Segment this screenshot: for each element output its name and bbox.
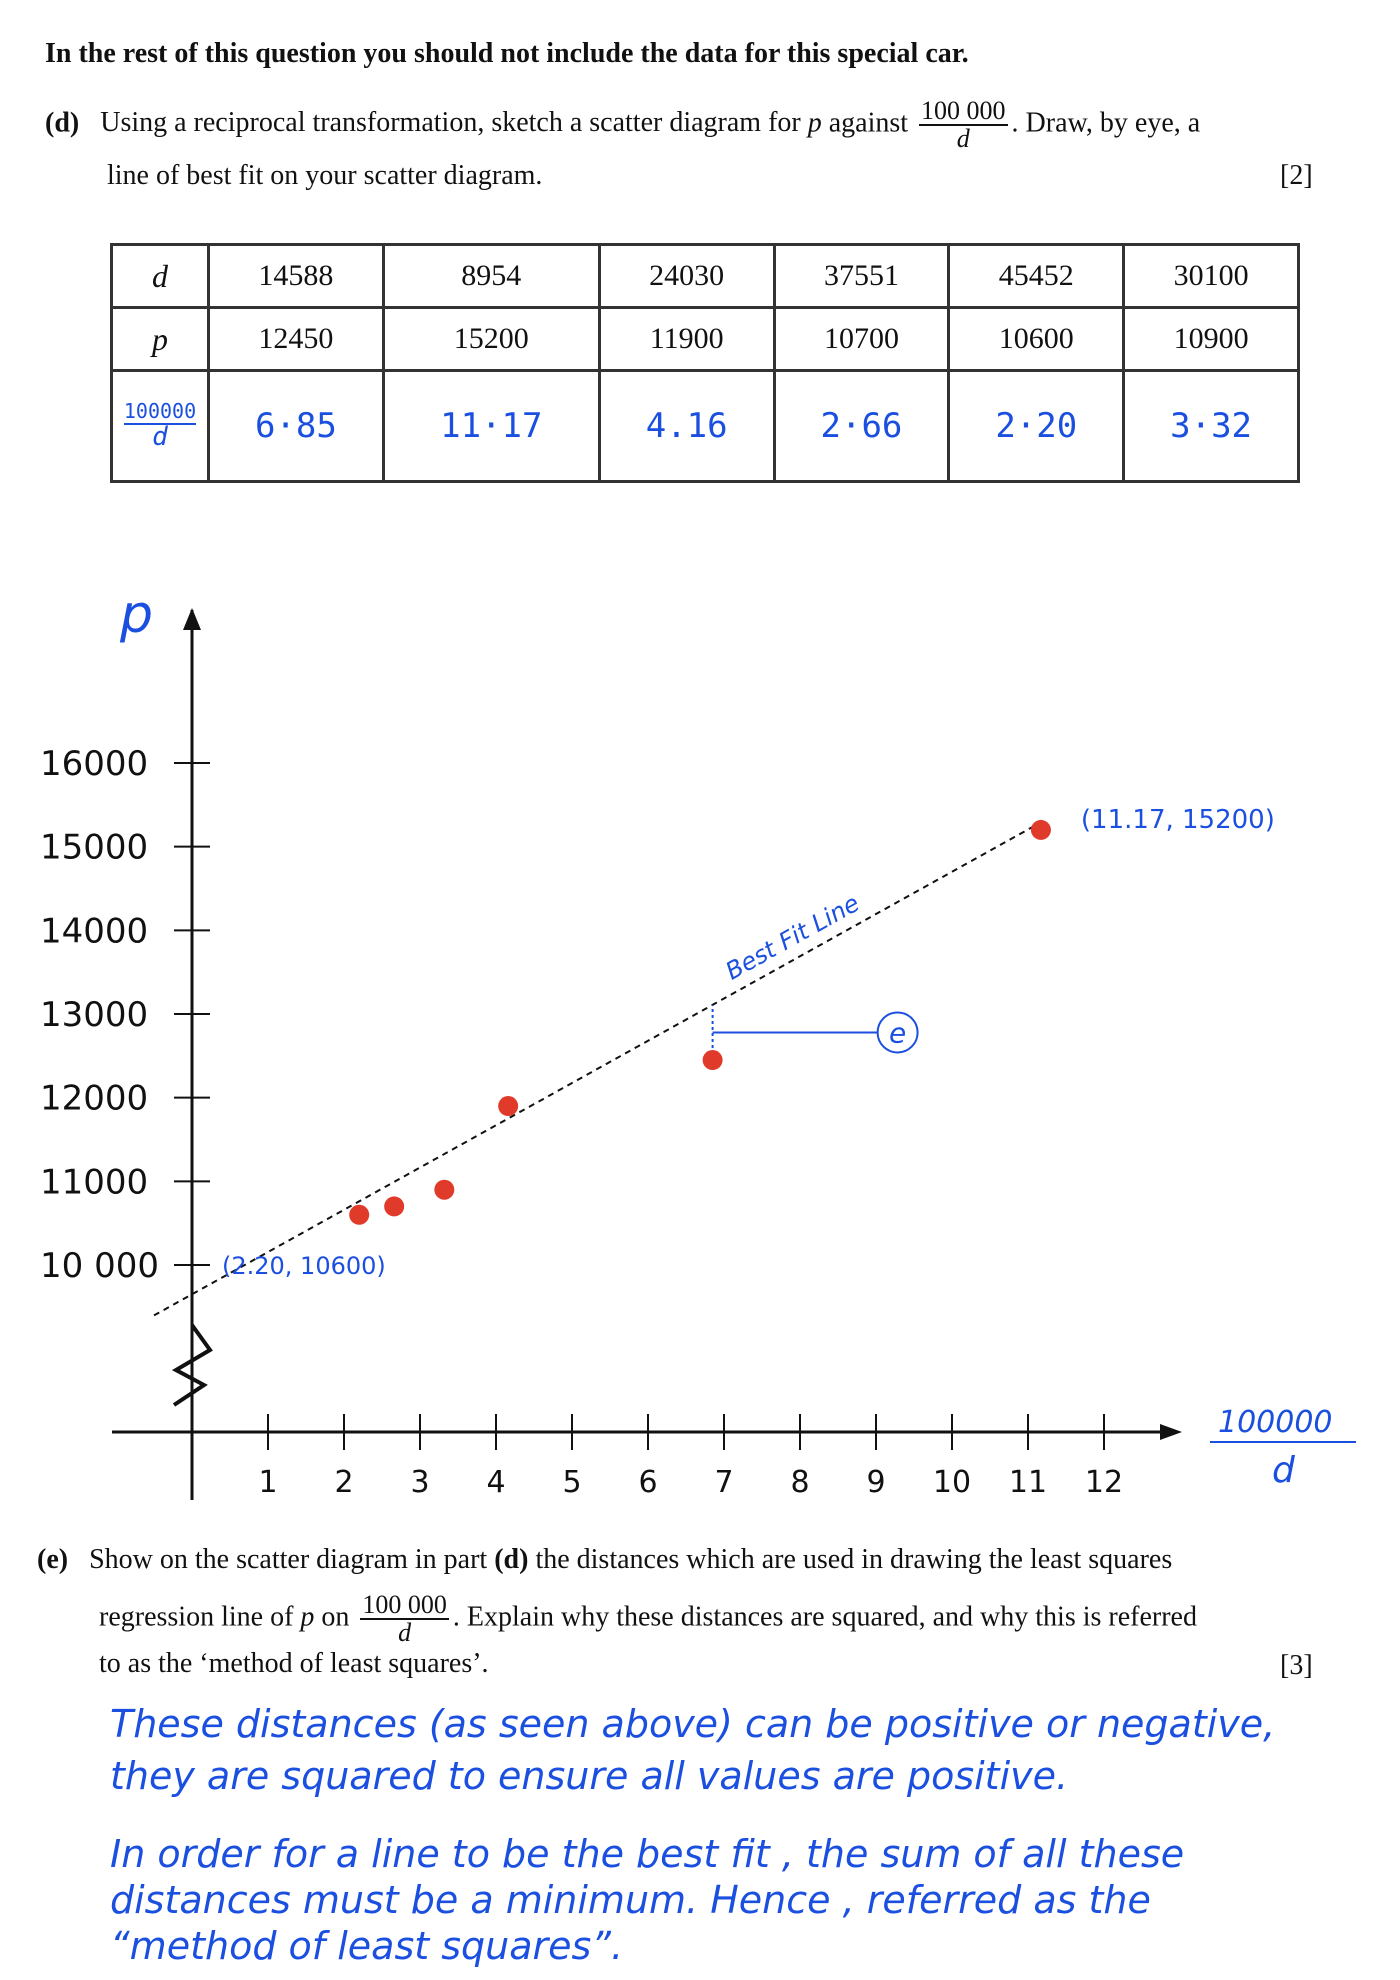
part-d-line2: line of best fit on your scatter diagram. (107, 160, 543, 191)
data-point (703, 1050, 723, 1070)
part-e-line2: regression line of p on $\frac{100 000}{d}$ . Explain why these distances are squared, and why this is referred (99, 1590, 1197, 1647)
intro-text: In the rest of this question you should not include the data for this special car. (45, 38, 969, 69)
x-axis-arrow (1160, 1424, 1182, 1440)
table-cell: 24030 (599, 245, 774, 308)
table-cell: 10600 (949, 308, 1124, 371)
row-label-p: p (112, 308, 209, 371)
table-cell: 10700 (774, 308, 949, 371)
annotation-high-point: (11.17, 15200) (1080, 804, 1275, 835)
x-axis-label-numerator: 100000 (1218, 1405, 1333, 1440)
x-tick-label: 3 (410, 1465, 430, 1500)
table-cell: 10900 (1124, 308, 1299, 371)
y-tick-label: 12000 (40, 1078, 149, 1119)
x-tick-label: 8 (790, 1465, 810, 1500)
reciprocal-fraction: $\frac{100 000}{d}$ (921, 96, 1006, 153)
row-label-d: d (112, 245, 209, 308)
y-tick-label: 15000 (40, 827, 149, 868)
y-ticks (40, 744, 210, 1286)
x-tick-label: 2 (334, 1465, 354, 1500)
answer-line-4: distances must be a minimum. Hence , referred as the (110, 1878, 1151, 1922)
x-tick-label: 6 (638, 1465, 658, 1500)
part-e-label: (e) (37, 1544, 69, 1575)
y-axis-arrow (183, 608, 201, 630)
y-axis-label: p (120, 585, 154, 645)
row-label-reciprocal: $\frac{100000}{d}$ (112, 371, 209, 482)
table-row (112, 371, 1299, 482)
data-point (434, 1180, 454, 1200)
data-point (384, 1196, 404, 1216)
table-cell: 37551 (774, 245, 949, 308)
table-cell: 8954 (383, 245, 599, 308)
part-d-line1 (45, 98, 1200, 152)
table-cell: 30100 (1124, 245, 1299, 308)
x-tick-label: 1 (258, 1465, 278, 1500)
data-point (349, 1205, 369, 1225)
y-tick-label: 16000 (40, 744, 149, 784)
x-tick-label: 4 (486, 1465, 506, 1500)
part-e-line3: to as the ‘method of least squares’. (99, 1648, 489, 1679)
part-e-line1: (e) Show on the scatter diagram in part (d) the distances which are used in drawing the least squares (37, 1544, 1173, 1575)
part-d-label: (d) (45, 107, 80, 139)
table-cell: 3·32 (1124, 371, 1299, 482)
x-tick-label: 7 (714, 1465, 734, 1500)
table-cell: 6·85 (209, 371, 384, 482)
table-cell: 4.16 (599, 371, 774, 482)
x-tick-label: 5 (562, 1465, 582, 1500)
x-axis-label-denominator: d (1272, 1450, 1295, 1491)
data-point (498, 1096, 518, 1116)
x-tick-label: 9 (866, 1465, 886, 1500)
part-d-text-after: . Draw, by eye, a (1011, 107, 1201, 139)
table-row (112, 308, 1299, 371)
y-tick-label: 13000 (40, 995, 149, 1035)
answer-line-5: “method of least squares”. (110, 1924, 624, 1968)
table-cell: 11900 (599, 308, 774, 371)
part-e-marks: [3] (1280, 1650, 1313, 1681)
table-cell: 2·66 (774, 371, 949, 482)
table-row (112, 245, 1299, 308)
residual-label: e (888, 1016, 907, 1050)
annotation-low-point: (2.20, 10600) (222, 1252, 386, 1280)
part-d-against: against (828, 107, 909, 139)
residual-marker (713, 1005, 918, 1060)
var-p: p (807, 107, 822, 139)
x-tick-label: 12 (1084, 1465, 1124, 1500)
table-cell: 12450 (209, 308, 384, 371)
answer-line-3: In order for a line to be the best fit , the sum of all these (110, 1832, 1185, 1876)
chart-axes (112, 608, 1182, 1500)
reciprocal-fraction-e: $\frac{100 000}{d}$ (362, 1590, 447, 1647)
table-cell: 15200 (383, 308, 599, 371)
data-point (1031, 820, 1051, 840)
answer-line-2: they are squared to ensure all values are positive. (110, 1754, 1069, 1798)
y-tick-label: 14000 (40, 911, 149, 952)
x-ticks (258, 1414, 1123, 1500)
x-tick-label: 11 (1008, 1465, 1048, 1500)
best-fit-line (154, 825, 1036, 1315)
table-cell: 45452 (949, 245, 1124, 308)
data-points (349, 820, 1051, 1225)
table-cell: 11·17 (383, 371, 599, 482)
answer-line-1: These distances (as seen above) can be positive or negative, (110, 1702, 1276, 1746)
y-tick-label: 11000 (40, 1162, 149, 1203)
part-d-marks: [2] (1280, 160, 1313, 191)
table-cell: 14588 (209, 245, 384, 308)
y-tick-label: 10 000 (40, 1246, 159, 1286)
best-fit-label: Best Fit Line (720, 889, 865, 986)
data-table (110, 243, 1300, 483)
table-cell: 2·20 (949, 371, 1124, 482)
part-d-text: Using a reciprocal transformation, sketch a scatter diagram for (100, 107, 801, 139)
scatter-diagram (0, 580, 1400, 1520)
x-tick-label: 10 (932, 1465, 972, 1500)
